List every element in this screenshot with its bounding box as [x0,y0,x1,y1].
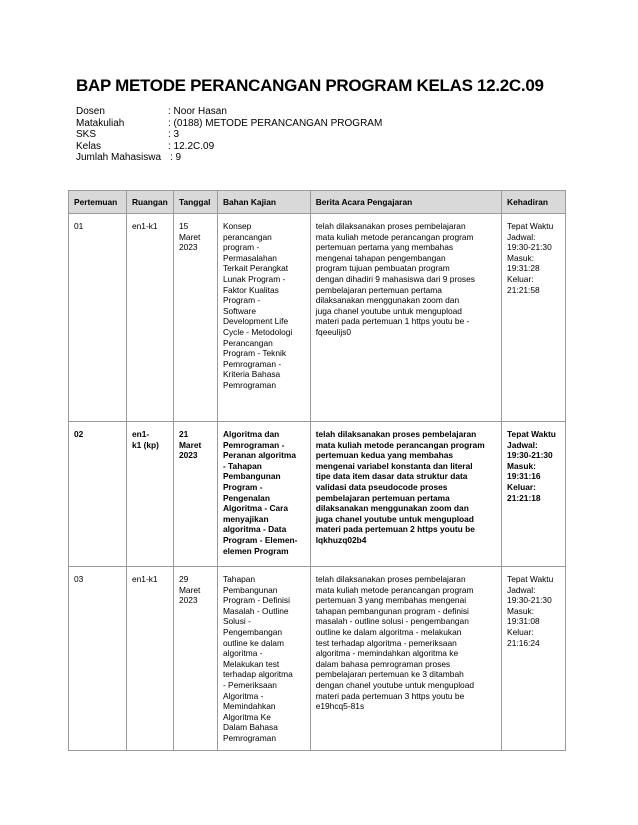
meta-kelas [76,141,382,153]
meta-label: SKS [76,129,97,140]
cell-kehadiran: Tepat Waktu Jadwal: 19:30-21:30 Masuk: 19:31:08 Keluar: 21:16:24 [502,567,566,751]
cell-berita-acara: telah dilaksanakan proses pembelajaran mata kuliah metode perancangan program pertemuan 3 yang membahas mengenai tahapan pembangunan program - definisi masalah - outline solusi - pengembangan outline ke dalam algoritma - melakukan test terhadap algoritma - pemeriksaan algoritma - memindahkan algoritma ke dalam bahasa pemrograman proses pembelajaran pertemuan ke 3 ditambah dengan chanel youtube untuk mengupload materi pada pertemuan 3 https youtu be e19hcq5-81s [310,567,501,751]
cell-tanggal: 29 Maret 2023 [173,567,217,751]
table-row [69,214,566,422]
cell-ruangan: en1-k1 [126,214,173,422]
meta-value: : Noor Hasan [168,106,227,117]
cell-ruangan: en1-k1 [126,567,173,751]
cell-bahan-kajian: Tahapan Pembangunan Program - Definisi Masalah - Outline Solusi - Pengembangan outline ke dalam algoritma - Melakukan test terhadap algoritma - Pemeriksaan Algoritma - Memindahkan Algoritma Ke Dalam Bahasa Pemrograman [217,567,310,751]
meta-matakuliah [76,118,382,130]
cell-bahan-kajian: Algoritma dan Pemrograman - Peranan algoritma - Tahapan Pembangunan Program - Pengenalan Algoritma - Cara menyajikan algoritma - Data Program - Elemen- elemen Program [217,422,310,567]
header-ruangan: Ruangan [126,191,173,214]
meta-label: Kelas [76,140,102,152]
cell-pertemuan: 03 [69,567,127,751]
cell-tanggal: 15 Maret 2023 [173,214,217,422]
document-metadata [76,106,382,164]
cell-ruangan: en1- k1 (kp) [126,422,173,567]
header-pertemuan: Pertemuan [69,191,127,214]
cell-bahan-kajian: Konsep perancangan program - Permasalahan Terkait Perangkat Lunak Program - Faktor Kualitas Program - Software Development Life Cycle - Metodologi Perancangan Program - Teknik Pemrograman - Kriteria Bahasa Pemrograman [217,214,310,422]
meta-value: : 9 [170,152,182,163]
cell-berita-acara: telah dilaksanakan proses pembelajaran mata kuliah metode perancangan program pertemuan pertama yang membahas mengenai tahapan pengembangan program tujuan pembuatan program dengan dihadiri 9 mahasiswa dari 9 proses pembelajaran pertemuan pertama dilaksanakan menggunakan zoom dan juga chanel youtube untuk mengupload materi pada pertemuan 1 https youtu be - fqeeulijs0 [310,214,501,422]
cell-kehadiran: Tepat Waktu Jadwal: 19:30-21:30 Masuk: 19:31:28 Keluar: 21:21:58 [502,214,566,422]
cell-berita-acara: telah dilaksanakan proses pembelajaran mata kuliah metode perancangan program pertemuan kedua yang membahas mengenai variabel konstanta dan literal tipe data item dasar data struktur data validasi data pseudocode proses pembelajaran pertemuan pertama dilaksanakan menggunakan zoom dan juga chanel youtube untuk mengupload materi pada pertemuan 2 https youtu be lqkhuzq02b4 [310,422,501,567]
header-bahan-kajian: Bahan Kajian [217,191,310,214]
header-tanggal: Tanggal [173,191,217,214]
meta-value: : 3 [168,129,180,140]
meta-jumlah-mahasiswa [76,152,382,164]
header-kehadiran: Kehadiran [502,191,566,214]
meta-label: Matakuliah [76,117,125,129]
meta-value: : 12.2C.09 [168,140,215,152]
cell-pertemuan: 02 [69,422,127,567]
page-title: BAP METODE PERANCANGAN PROGRAM KELAS 12.2C.09 [76,76,544,95]
bap-table [68,190,566,751]
table-header-row [69,191,566,214]
cell-pertemuan: 01 [69,214,127,422]
table-row [69,422,566,567]
meta-value: : (0188) METODE PERANCANGAN PROGRAM [168,117,383,129]
header-berita-acara: Berita Acara Pengajaran [310,191,501,214]
meta-sks [76,129,382,141]
meta-dosen [76,106,382,118]
table-row [69,567,566,751]
meta-label: Dosen [76,106,105,117]
cell-kehadiran: Tepat Waktu Jadwal: 19:30-21:30 Masuk: 19:31:16 Keluar: 21:21:18 [502,422,566,567]
cell-tanggal: 21 Maret 2023 [173,422,217,567]
meta-label: Jumlah Mahasiswa [76,152,162,163]
